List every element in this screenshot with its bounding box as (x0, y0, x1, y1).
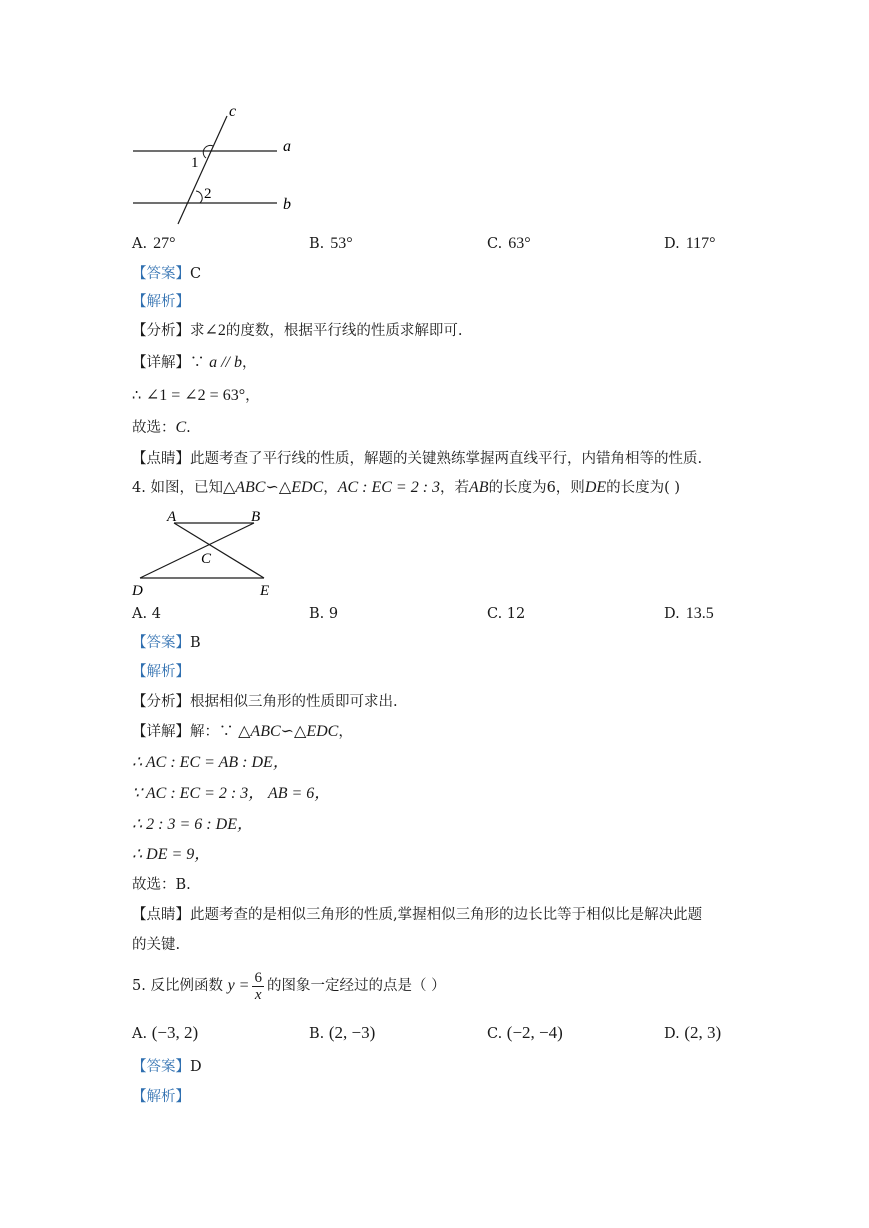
option-letter: C. (487, 606, 503, 622)
stem-text: 如图，已知 (150, 480, 223, 496)
q3-fenxi (132, 321, 463, 341)
parallel-lines-figure (130, 100, 300, 225)
q3-xiangjie (132, 353, 257, 373)
q5-analysis-tag: 【解析】 (132, 1089, 190, 1105)
punct: . (186, 420, 191, 436)
option-value: 63° (508, 235, 531, 252)
fenxi-tag: 【分析】 (132, 323, 190, 339)
option-value: (−3, 2) (151, 1023, 199, 1042)
q4-step1: ∴ AC : EC = AB : DE， (132, 754, 289, 771)
option-value: 9 (328, 606, 339, 622)
q5-answer (132, 1057, 202, 1077)
q4-option-d (664, 604, 714, 624)
q4-step3: ∴ 2 : 3 = 6 : DE， (132, 816, 253, 833)
label-a: a (283, 138, 291, 155)
q3-step1 (132, 386, 260, 406)
option-letter: D. (664, 606, 680, 622)
q5-stem (132, 966, 446, 1006)
choose-label: 故选： (132, 420, 176, 436)
angle-1-arc (203, 145, 213, 158)
answer-tag: 【答案】 (132, 635, 190, 651)
therefore-symbol: ∴ (132, 388, 142, 404)
punct: ， (242, 355, 257, 371)
fraction-numerator: 6 (254, 969, 262, 986)
transversal-c (178, 116, 227, 224)
segment-de: DE (584, 479, 607, 496)
option-letter: A. (132, 1026, 148, 1042)
dianjing-tag: 【点睛】 (132, 451, 190, 467)
fraction (252, 970, 264, 1003)
q5-option-d (664, 1023, 721, 1044)
option-value: 13.5 (685, 605, 714, 622)
xiangjie-pre: 解：∵ (190, 724, 234, 740)
vertex-c: C (201, 551, 212, 567)
option-letter: B. (309, 606, 325, 622)
q3-option-a (132, 234, 176, 254)
parallel-expr: a // b (209, 354, 242, 371)
punct: ， (245, 388, 260, 404)
stem-text: 反比例函数 (150, 978, 223, 994)
question-number: 5. (132, 978, 146, 994)
option-value: (−2, −4) (506, 1023, 563, 1042)
stem-text: 的图象一定经过的点是（ ） (266, 978, 446, 994)
fenxi-pre: 求 (190, 323, 205, 339)
q5-option-b (309, 1023, 375, 1044)
choose-value: C (175, 419, 187, 436)
q5-option-a (132, 1023, 198, 1044)
similar-triangles-expr: △ABC∽△EDC (222, 479, 324, 496)
similar-triangles-figure (130, 505, 290, 600)
q3-choose (132, 418, 191, 438)
q3-option-b (309, 234, 353, 254)
punct: ， (338, 724, 353, 740)
xiangjie-tag: 【详解】 (132, 724, 190, 740)
option-letter: B. (309, 236, 325, 252)
fenxi-post: 的度数，根据平行线的性质求解即可. (225, 323, 463, 339)
stem-text: 的长度为6，则 (488, 480, 585, 496)
q4-answer (132, 633, 201, 653)
fenxi-angle: ∠2 (204, 322, 226, 339)
option-letter: D. (664, 236, 680, 252)
q4-step2: ∵ AC : EC = 2 : 3， AB = 6， (132, 785, 331, 802)
angle-equation: ∠1 = ∠2 = 63° (145, 387, 246, 404)
answer-value: D (190, 1059, 202, 1075)
q4-xiangjie (132, 722, 353, 742)
xiangjie-tag: 【详解】 (132, 355, 190, 371)
option-letter: C. (487, 1026, 503, 1042)
option-letter: A. (132, 606, 148, 622)
segment-bd-line (140, 523, 254, 578)
stem-text: 的长度为( ) (606, 480, 681, 496)
q4-option-c (487, 604, 525, 624)
q4-option-b (309, 604, 338, 624)
option-letter: B. (309, 1026, 325, 1042)
q3-option-c (487, 234, 531, 254)
fenxi-text: 根据相似三角形的性质即可求出. (190, 694, 398, 710)
label-b: b (283, 196, 291, 213)
q3-dianjing (132, 449, 702, 469)
segment-ab: AB (469, 479, 489, 496)
option-value: 12 (506, 606, 526, 622)
q4-fenxi (132, 692, 398, 712)
angle-2-arc (196, 191, 202, 203)
option-letter: C. (487, 236, 503, 252)
answer-value: C (190, 266, 202, 282)
q4-dianjing (132, 905, 702, 925)
ratio-expr: AC : EC = 2 : 3 (337, 479, 441, 496)
q4-dianjing-line2: 的关键. (132, 937, 181, 953)
option-value: 117° (685, 235, 716, 252)
answer-value: B (190, 635, 201, 651)
vertex-a: A (167, 509, 177, 525)
question-number: 4. (132, 480, 146, 496)
label-c: c (229, 103, 237, 120)
q4-analysis-tag: 【解析】 (132, 664, 190, 680)
vertex-d: D (132, 583, 143, 599)
stem-text: ，若 (440, 480, 470, 496)
option-value: (2, −3) (328, 1023, 376, 1042)
vertex-e: E (260, 583, 270, 599)
since-symbol: ∵ (190, 355, 205, 371)
q3-option-d (664, 234, 716, 254)
option-value: 4 (151, 606, 161, 622)
answer-tag: 【答案】 (132, 1059, 190, 1075)
label-2: 2 (204, 186, 212, 202)
option-value: 27° (153, 235, 176, 252)
dianjing-tag: 【点睛】 (132, 907, 190, 923)
q4-option-a (132, 604, 161, 624)
q4-choose: 故选：B. (132, 877, 191, 893)
q3-answer (132, 264, 201, 284)
similar-triangles-expr: △ABC∽△EDC (238, 723, 339, 740)
fenxi-tag: 【分析】 (132, 694, 190, 710)
q4-stem (132, 478, 680, 498)
fraction-denominator: x (254, 986, 262, 1003)
dianjing-text: 此题考查的是相似三角形的性质,掌握相似三角形的边长比等于相似比是解决此题 (190, 907, 703, 923)
label-1: 1 (191, 155, 199, 171)
dianjing-text: 此题考查了平行线的性质，解题的关键熟练掌握两直线平行，内错角相等的性质. (190, 451, 703, 467)
q4-step4: ∴ DE = 9， (132, 846, 211, 863)
option-value: (2, 3) (684, 1023, 722, 1042)
q3-analysis-tag: 【解析】 (132, 294, 190, 310)
function-lhs: y = (227, 977, 250, 994)
answer-tag: 【答案】 (132, 266, 190, 282)
segment-ae-line (174, 523, 264, 578)
punct: ， (323, 480, 338, 496)
option-letter: D. (664, 1026, 680, 1042)
option-letter: A. (132, 236, 148, 252)
option-value: 53° (330, 235, 353, 252)
vertex-b: B (251, 509, 261, 525)
q5-option-c (487, 1023, 563, 1044)
